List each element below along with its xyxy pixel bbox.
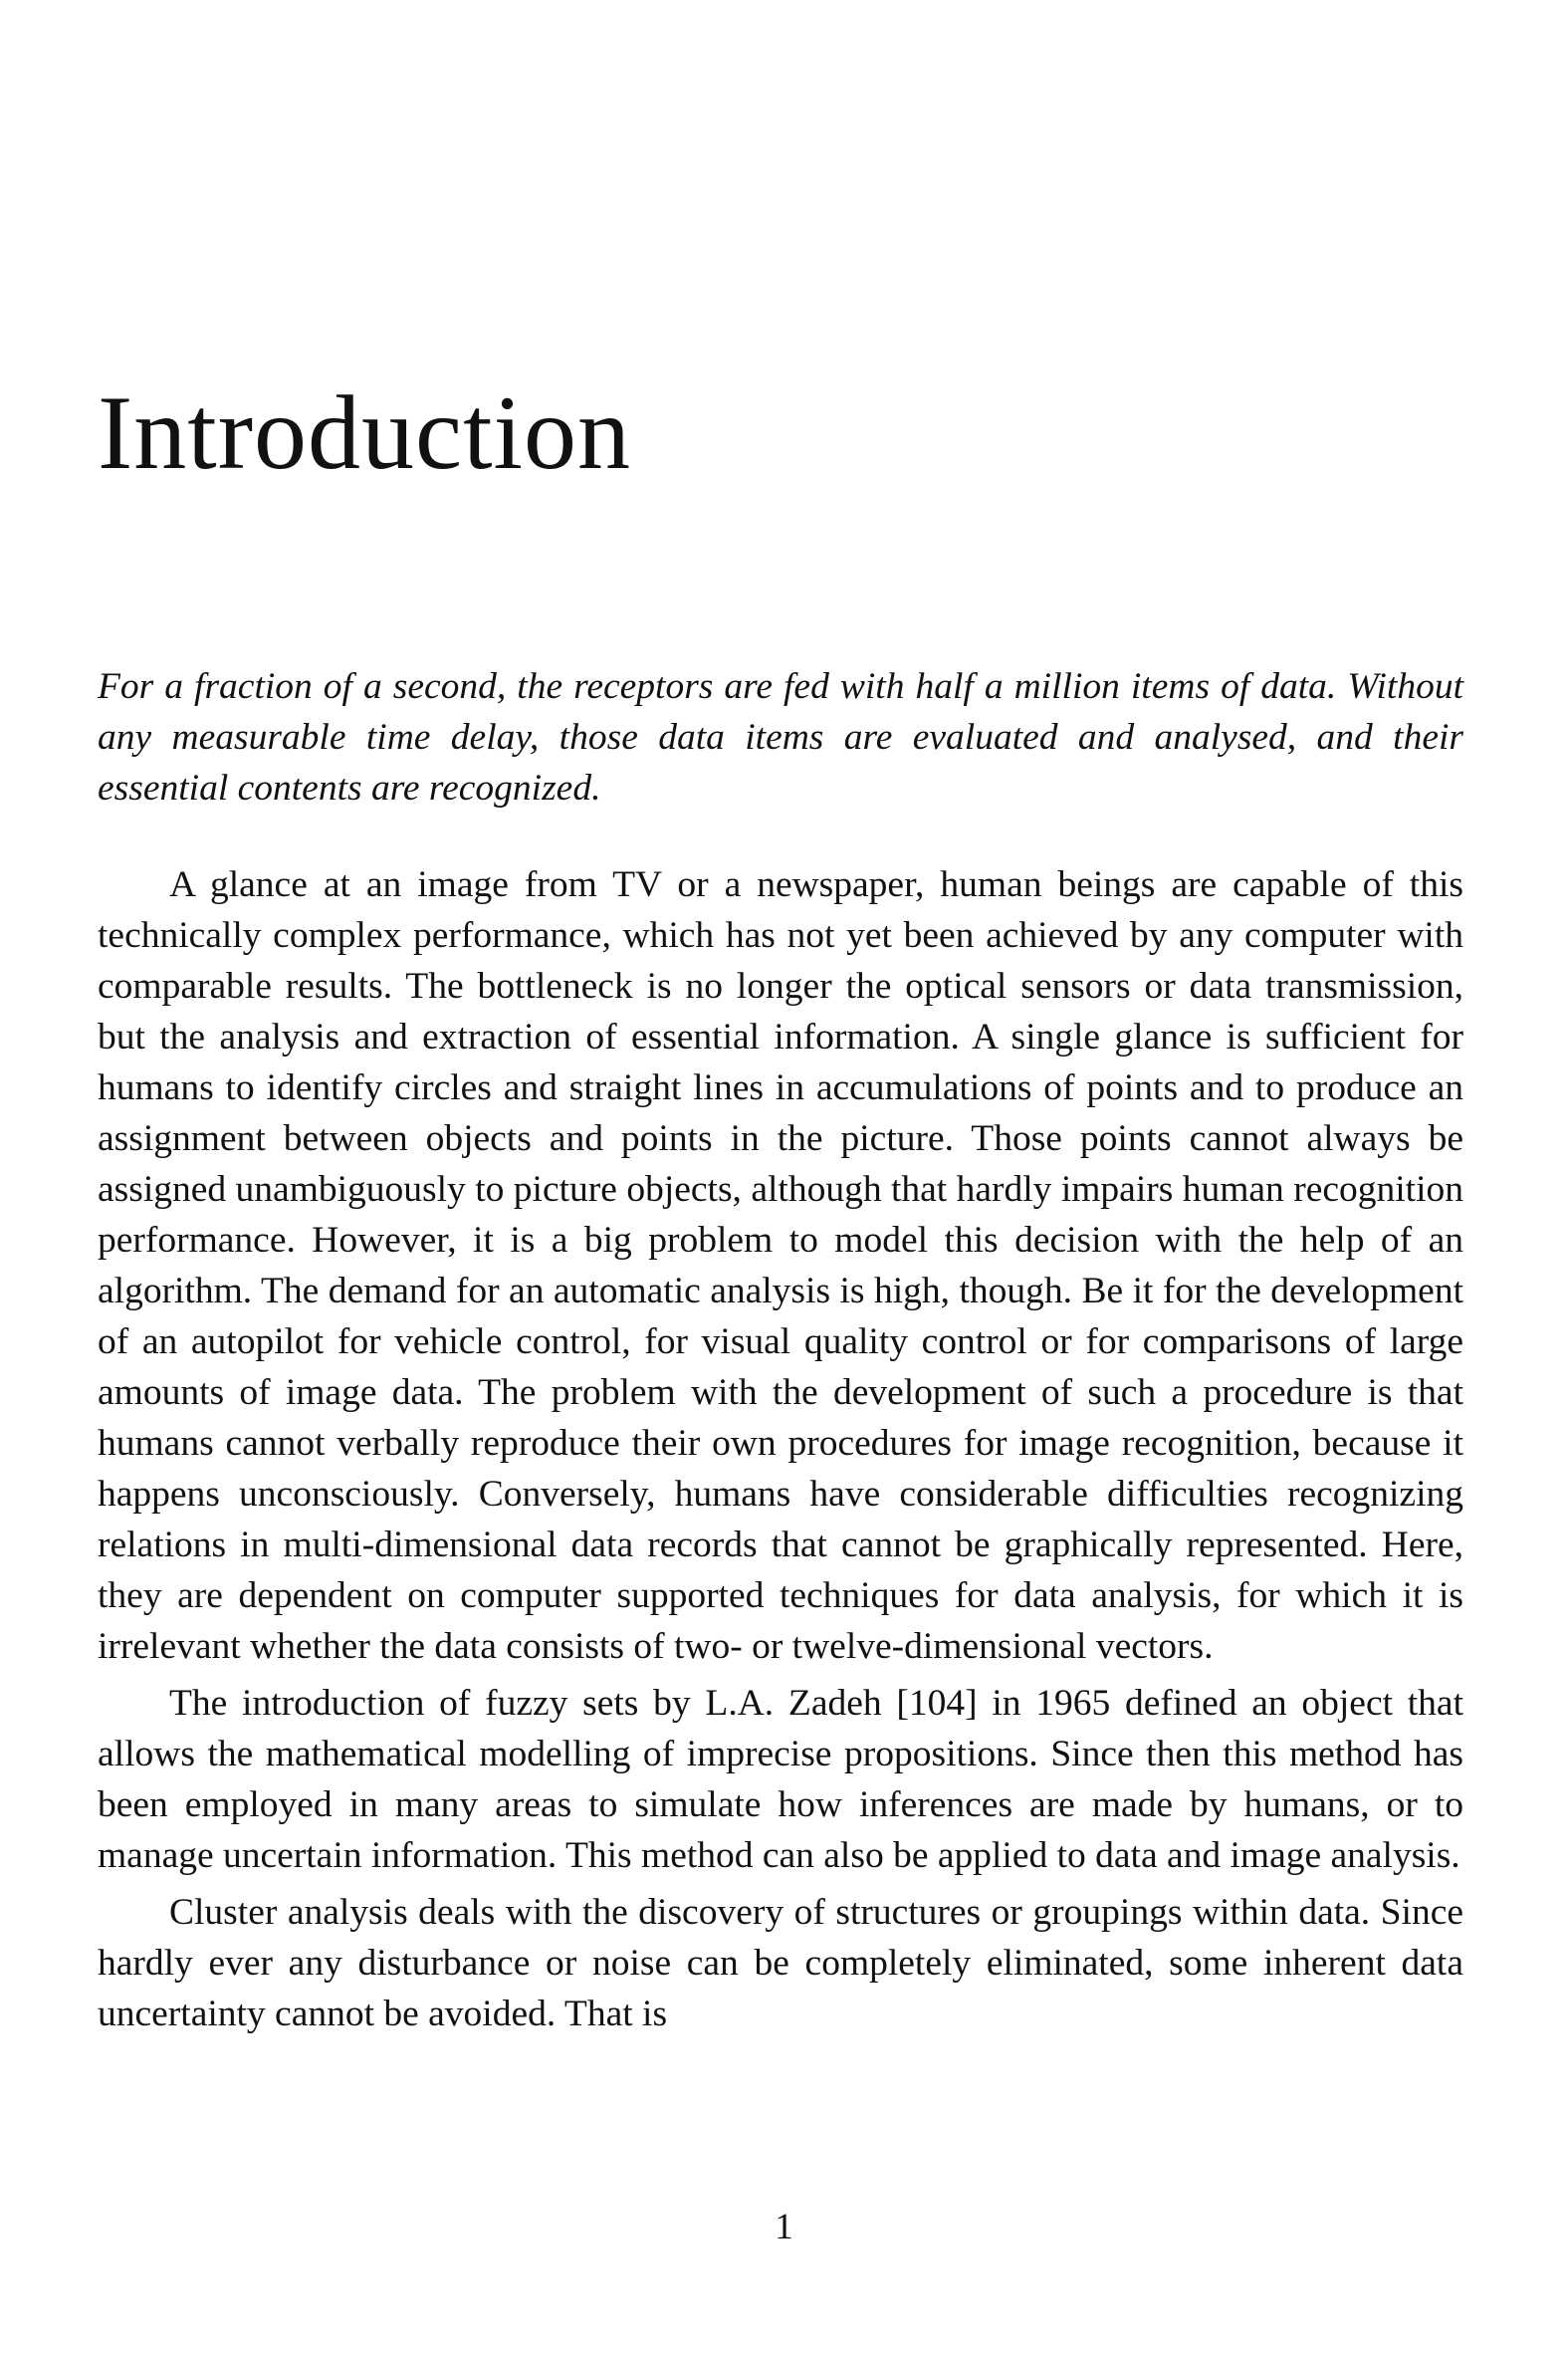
epigraph-text: For a fraction of a second, the receptors are fed with half a million items of data. Without any measurable time delay, those data items are evaluated and analysed, and their essential contents are recognized. <box>98 666 1463 809</box>
chapter-title: Introduction <box>98 374 631 491</box>
paragraph-1: A glance at an image from TV or a newspaper, human beings are capable of this technically complex performance, which has not yet been achieved by any computer with comparable results. The bottleneck is no longer the optical sensors or data transmission, but the analysis and extraction of essential information. A single glance is sufficient for humans to identify circles and straight lines in accumulations of points and to produce an assignment between objects and points in the picture. Those points cannot always be assigned unambiguously to picture objects, although that hardly impairs human recognition performance. However, it is a big problem to model this decision with the help of an algorithm. The demand for an automatic analysis is high, though. Be it for the development of an autopilot for vehicle control, for visual quality control or for comparisons of large amounts of image data. The problem with the development of such a procedure is that humans cannot verbally reproduce their own procedures for image recognition, because it happens unconsciously. Conversely, humans have considerable difficulties recognizing relations in multi-dimensional data records that cannot be graphically represented. Here, they are dependent on computer supported techniques for data analysis, for which it is irrelevant whether the data consists of two- or twelve-dimensional vectors. <box>98 864 1463 1667</box>
paragraph-3: Cluster analysis deals with the discovery of structures or groupings within data. Since hardly ever any disturbance or noise can be completely eliminated, some inherent data uncertainty cannot be avoided. That is <box>98 1892 1463 2034</box>
page-number: 1 <box>775 2207 793 2247</box>
epigraph <box>98 661 1463 814</box>
body-text <box>98 859 1463 2039</box>
paragraph-2: The introduction of fuzzy sets by L.A. Zadeh [104] in 1965 defined an object that allows the mathematical modelling of imprecise propositions. Since then this method has been employed in many areas to simulate how inferences are made by humans, or to manage uncertain information. This method can also be applied to data and image analysis. <box>98 1683 1463 1876</box>
